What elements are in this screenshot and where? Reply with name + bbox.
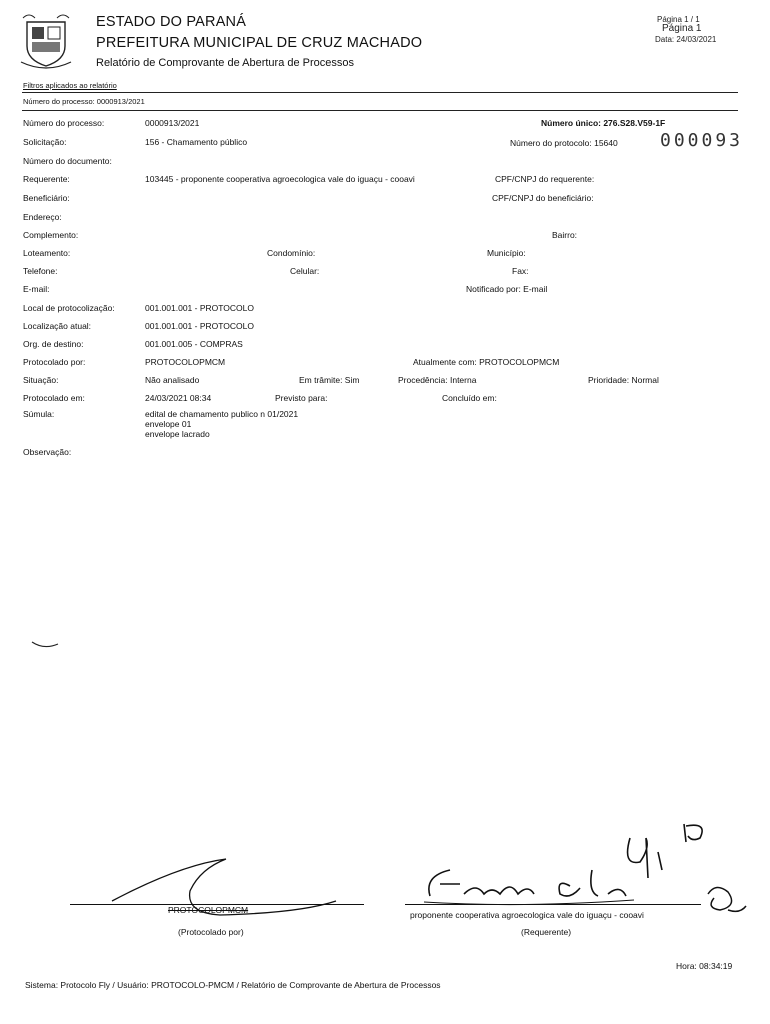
protocolado-em-label: Protocolado em: (23, 393, 85, 403)
process-number-label: Número do processo: (23, 118, 105, 128)
concluido-label: Concluído em: (442, 393, 497, 403)
destino-value: 001.001.005 - COMPRAS (145, 339, 243, 349)
telefone-label: Telefone: (23, 266, 58, 276)
signature-name-left: PROTOCOLOPMCM (168, 905, 249, 915)
beneficiario-label: Beneficiário: (23, 193, 70, 203)
localizacao-label: Localização atual: (23, 321, 92, 331)
protocol-number: Número do protocolo: 15640 (510, 138, 618, 148)
cpf-requerente-label: CPF/CNPJ do requerente: (495, 174, 595, 184)
protocol-stamp-number: 000093 (660, 130, 744, 151)
solicitacao-value: 156 - Chamamento público (145, 137, 248, 147)
footer-time: Hora: 08:34:19 (676, 961, 733, 971)
celular-label: Celular: (290, 266, 320, 276)
prioridade-label: Prioridade: Normal (588, 375, 659, 385)
signature-line-right (405, 904, 701, 905)
protocolado-em-value: 24/03/2021 08:34 (145, 393, 212, 403)
atualmente-label: Atualmente com: PROTOCOLOPMCM (413, 357, 560, 367)
sumula-label: Súmula: (23, 409, 55, 419)
local-protocolizacao-label: Local de protocolização: (23, 303, 115, 313)
procedencia-label: Procedência: Interna (398, 375, 477, 385)
city-title: PREFEITURA MUNICIPAL DE CRUZ MACHADO (96, 35, 423, 51)
process-number-value: 0000913/2021 (145, 118, 200, 128)
sumula-line: envelope lacrado (145, 429, 210, 439)
report-date: Data: 24/03/2021 (655, 35, 717, 44)
sumula-line: envelope 01 (145, 419, 192, 429)
filters-title: Filtros aplicados ao relatório (23, 81, 117, 90)
signature-name-right: proponente cooperativa agroecologica vale do iguaçu - cooavi (410, 910, 644, 920)
requerente-label: Requerente: (23, 174, 70, 184)
tramite-label: Em trâmite: Sim (299, 375, 360, 385)
page-number-small: Página 1 / 1 (657, 15, 700, 24)
protocolado-por-value: PROTOCOLOPMCM (145, 357, 226, 367)
requerente-value: 103445 - proponente cooperativa agroecologica vale do iguaçu - cooavi (145, 174, 415, 184)
footer-system: Sistema: Protocolo Fly / Usuário: PROTOCOLO-PMCM / Relatório de Comprovante de Abertura de Processos (25, 980, 441, 990)
loteamento-label: Loteamento: (23, 248, 71, 258)
localizacao-value: 001.001.001 - PROTOCOLO (145, 321, 254, 331)
fax-label: Fax: (512, 266, 529, 276)
observacao-label: Observação: (23, 447, 72, 457)
solicitacao-label: Solicitação: (23, 137, 67, 147)
notificado-label: Notificado por: E-mail (466, 284, 548, 294)
protocolado-por-label: Protocolado por: (23, 357, 86, 367)
report-title: Relatório de Comprovante de Abertura de Processos (96, 57, 355, 69)
rubrica-mark (700, 880, 750, 920)
divider (22, 92, 738, 93)
email-label: E-mail: (23, 284, 50, 294)
endereco-label: Endereço: (23, 212, 62, 222)
destino-label: Org. de destino: (23, 339, 84, 349)
coat-of-arms-logo (19, 12, 73, 70)
filters-line: Número do processo: 0000913/2021 (23, 97, 145, 106)
divider (22, 110, 738, 111)
cpf-beneficiario-label: CPF/CNPJ do beneficiário: (492, 193, 594, 203)
local-protocolizacao-value: 001.001.001 - PROTOCOLO (145, 303, 254, 313)
signature-role-right: (Requerente) (521, 927, 572, 937)
municipio-label: Município: (487, 248, 526, 258)
situacao-label: Situação: (23, 375, 59, 385)
previsto-label: Previsto para: (275, 393, 328, 403)
state-title: ESTADO DO PARANÁ (96, 14, 247, 30)
condominio-label: Condomínio: (267, 248, 316, 258)
bairro-label: Bairro: (552, 230, 578, 240)
unique-number: Número único: 276.S28.V59-1F (541, 118, 666, 128)
situacao-value: Não analisado (145, 375, 200, 385)
scan-mark (30, 638, 60, 652)
page-number: Página 1 (662, 23, 702, 34)
documento-label: Número do documento: (23, 156, 112, 166)
complemento-label: Complemento: (23, 230, 79, 240)
sumula-line: edital de chamamento publico n 01/2021 (145, 409, 299, 419)
signature-scribble-right (420, 856, 640, 910)
signature-role-left: (Protocolado por) (178, 927, 244, 937)
